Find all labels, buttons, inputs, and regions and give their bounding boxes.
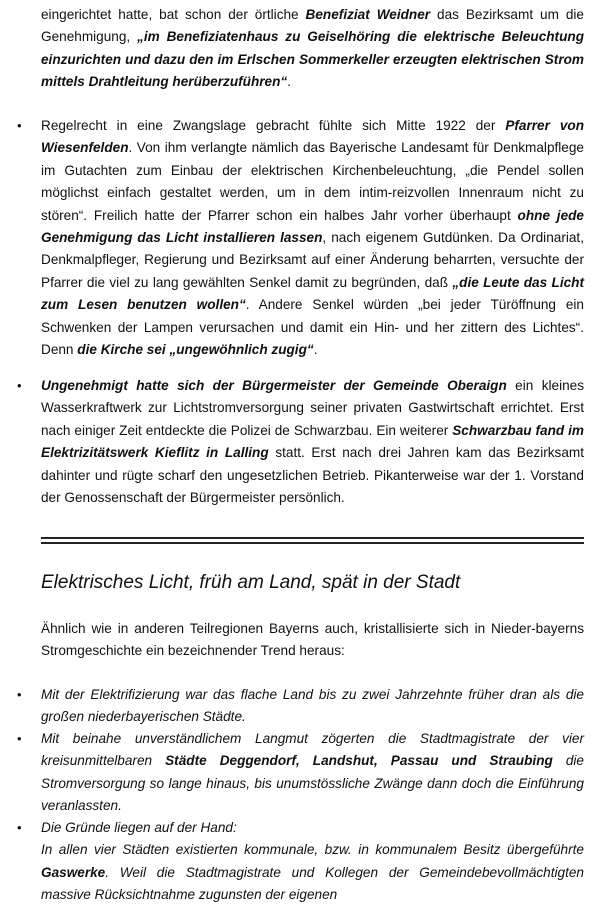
emphasis-text: Städte Deggendorf, Landshut, Passau und Straubing (165, 753, 553, 769)
section-divider-bottom (41, 542, 584, 544)
emphasis-text: Ungenehmigt hatte sich der Bürgermeister der Gemeinde Oberaign (41, 378, 507, 393)
bullet-marker: • (17, 118, 22, 133)
list-item-land: Mit der Elektrifizierung war das flache Land bis zu zwei Jahrzehnte früher dran als die großen niederbayerischen Städte. (41, 687, 584, 725)
text-run: . Weil die Stadtmagistrate und Kollegen der Gemeindebevollmächtigten massive Rücksichtnahme zugunsten der eigenen (41, 864, 584, 903)
text-run: . (287, 74, 291, 90)
emphasis-text: Pfarrer von Wiesenfelden (41, 118, 584, 156)
bullet-marker: • (17, 820, 22, 835)
text-run: ein kleines Wasserkraftwerk zur Lichtstromversorgung seiner privaten Gastwirtschaft errichtet. Erst nach einiger Zeit entdeckte die Polizei de Schwarzbau. Ein weiterer (41, 378, 585, 438)
paragraph-benefiziat (41, 4, 584, 94)
text-run: In allen vier Städten existierten kommunale, bzw. in kommunalem Besitz übergeführte (41, 842, 584, 858)
text-run: statt. Erst nach drei Jahren kam das Bezirksamt dahinter und rügte scharf den ungesetzlichen Betrieb. Pikanterweise war der 1. Vorstand der Genossenschaft der Bürgermeister persönlich. (41, 445, 584, 506)
text-run: , nach eigenem Gutdünken. Da Ordinariat, Denkmalpfleger, Regierung und Bezirksamt auf einer Änderung beharrten, versuchte der Pfarrer die viel zu lang gewählten Senkel damit zu begründen, daß (41, 230, 584, 290)
emphasis-text: die Kirche sei „ungewöhnlich zugig“ (77, 342, 314, 358)
text-run: . Andere Senkel würden „bei jeder Türöffnung ein Schwenken der Lampen verursachen und damit ein Hin- und her zittern des Lichtes“. Denn (41, 297, 584, 358)
section-divider-top (41, 537, 584, 539)
text-run: die Stromversorgung so lange hinaus, bis unumstössliche Zwänge dann doch die Einführung veranlassten. (41, 753, 584, 814)
text-run: . Von ihm verlangte nämlich das Bayerische Landesamt für Denkmalpflege im Gutachten zum Einbau der elektrischen Kirchenbeleuchtung, „die Pendel sollen möglichst einfach gestaltet werden, um in dem intim-reizvollen Innenraum nicht zu stören“. Freilich hatte der Pfarrer schon ein halbes Jahr vorher überhaupt (41, 140, 584, 223)
bullet-item-buergermeister (41, 375, 584, 509)
emphasis-text: ohne jede Genehmigung das Licht installieren lassen (41, 207, 584, 246)
emphasis-quote: „im Benefiziatenhaus zu Geiselhöring die elektrische Beleuchtung einzurichten und dazu den im Erlschen Sommerkeller erzeugten elektrischen Strom mittels Drahtleitung herüberzuführen“ (41, 29, 584, 90)
emphasis-text: Benefiziat Weidner (305, 7, 431, 22)
text-run: das Bezirksamt um die Genehmigung, (41, 7, 584, 45)
bullet-marker: • (17, 731, 22, 746)
text-run: . (313, 342, 318, 358)
section-heading: Elektrisches Licht, früh am Land, spät in der Stadt (41, 572, 461, 593)
list-item-gruende (41, 817, 584, 907)
emphasis-quote: „die Leute das Licht zum Lesen benutzen wollen“ (41, 274, 584, 313)
text-run: Die Gründe liegen auf der Hand: (41, 820, 237, 835)
text-run: Mit beinahe unverständlichem Langmut zögerten die Stadtmagistrate der vier kreisunmittelbaren (41, 731, 584, 769)
text-run: eingerichtet hatte, bat schon der örtliche (41, 7, 306, 22)
text-run: Regelrecht in eine Zwangslage gebracht fühlte sich Mitte 1922 der (41, 118, 506, 133)
intro-paragraph: Ähnlich wie in anderen Teilregionen Bayerns auch, kristallisierte sich in Nieder-bayerns Stromgeschichte ein bezeichnender Trend heraus: (41, 621, 584, 659)
emphasis-text: Gaswerke (41, 864, 106, 880)
list-item-staedte (41, 728, 584, 818)
bullet-item-pfarrer (41, 115, 584, 361)
bullet-marker: • (17, 687, 22, 702)
bullet-marker: • (17, 378, 22, 393)
emphasis-text: Schwarzbau fand im Elektrizitätswerk Kieflitz in Lalling (41, 422, 585, 461)
